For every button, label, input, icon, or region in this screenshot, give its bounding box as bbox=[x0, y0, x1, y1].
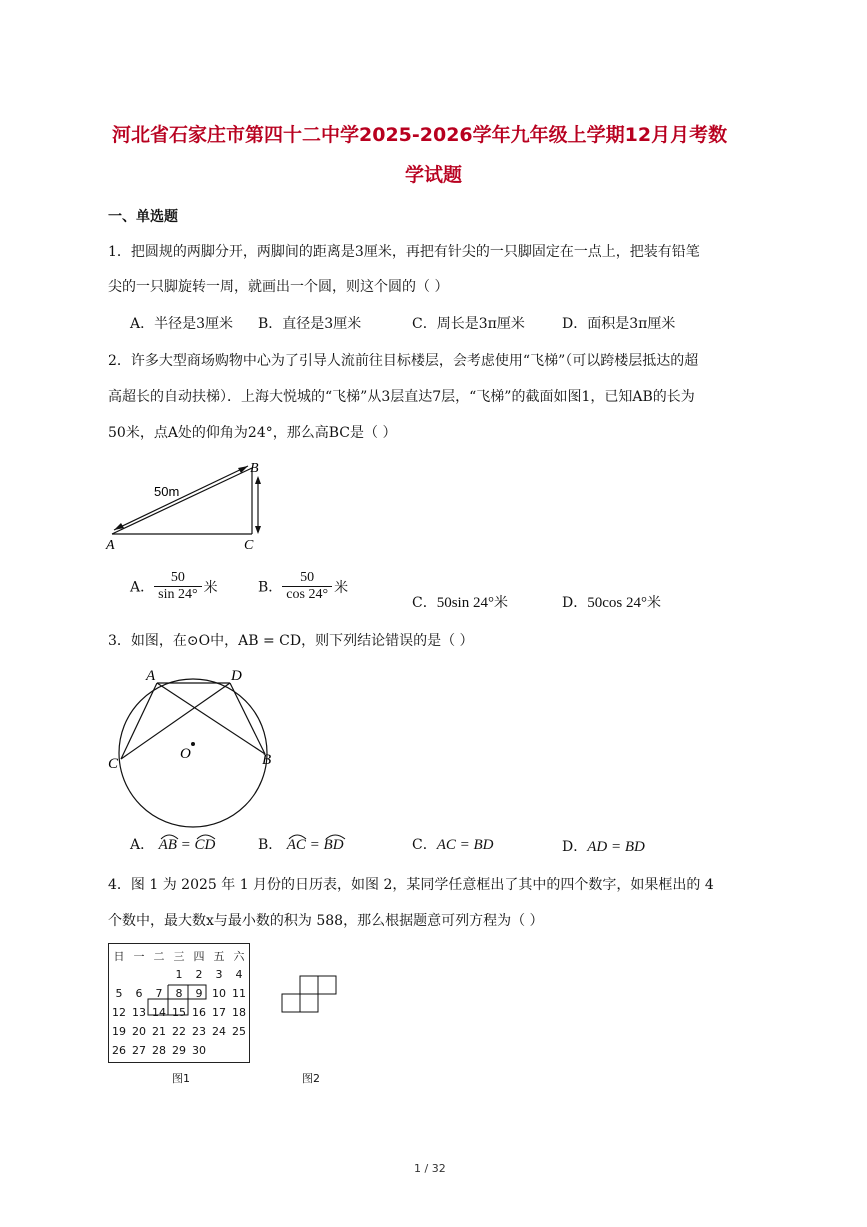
q3-label-c: C bbox=[108, 756, 119, 772]
q3-text-line1: 3．如图，在⊙O中，AB = CD，则下列结论错误的是（ ） bbox=[108, 633, 474, 649]
q2-option-d-unit: 米 bbox=[646, 595, 661, 611]
calendar-cell: 1 bbox=[175, 968, 183, 981]
calendar-cell: 19 bbox=[112, 1025, 126, 1038]
figure2-caption: 图2 bbox=[302, 1072, 320, 1085]
calendar-cell: 26 bbox=[112, 1044, 126, 1057]
calendar-cell: 2 bbox=[195, 968, 203, 981]
calendar-cell: 22 bbox=[172, 1025, 186, 1038]
q2-option-a[interactable] bbox=[130, 570, 218, 603]
q2-triangle-figure bbox=[104, 456, 274, 556]
q3-option-b-letter: B． bbox=[258, 837, 283, 853]
calendar-cell: 18 bbox=[232, 1006, 246, 1019]
calendar-cell: 13 bbox=[132, 1006, 146, 1019]
calendar-cell: 28 bbox=[152, 1044, 166, 1057]
q2-option-d-expr: 50cos 24° bbox=[587, 595, 647, 611]
q2-label-b: B bbox=[250, 461, 259, 476]
q1-text-line2: 尖的一只脚旋转一周，就画出一个圆，则这个圆的（ ） bbox=[108, 279, 449, 295]
q1-option-a[interactable]: A．半径是3厘米 bbox=[130, 316, 234, 332]
calendar-cell: 9 bbox=[195, 987, 203, 1000]
calendar-cell: 14 bbox=[152, 1006, 166, 1019]
page-title-line1: 河北省石家庄市第四十二中学2025-2026学年九年级上学期12月月考数 bbox=[112, 124, 728, 146]
q3-option-b[interactable] bbox=[258, 834, 344, 854]
q3-option-a[interactable] bbox=[130, 834, 215, 854]
q3-option-c-letter: C． bbox=[412, 837, 437, 853]
page-title-line2: 学试题 bbox=[405, 164, 463, 186]
calendar-cell: 12 bbox=[112, 1006, 126, 1019]
q4-text-line1: 4．图 1 为 2025 年 1 月份的日历表，如图 2，某同学任意框出了其中的四个数字，如果框出的 4 bbox=[108, 877, 714, 893]
calendar-cell: 6 bbox=[135, 987, 143, 1000]
calendar-cell: 7 bbox=[155, 987, 163, 1000]
calendar-cell: 一 bbox=[133, 950, 145, 963]
figure2-shape bbox=[280, 974, 342, 1018]
calendar-cell: 11 bbox=[232, 987, 246, 1000]
q3-option-a-expr bbox=[159, 837, 216, 853]
calendar-cell: 15 bbox=[172, 1006, 186, 1019]
calendar-highlight-frame bbox=[108, 943, 250, 1063]
q3-label-o: O bbox=[180, 746, 191, 762]
q3-label-a: A bbox=[146, 668, 156, 684]
q2-option-c[interactable] bbox=[412, 592, 508, 612]
calendar-cell: 20 bbox=[132, 1025, 146, 1038]
calendar-cell: 三 bbox=[173, 950, 185, 963]
q2-option-a-unit: 米 bbox=[203, 579, 218, 596]
q3-option-a-arc-marks bbox=[159, 831, 219, 841]
calendar-cell: 4 bbox=[235, 968, 243, 981]
q3-circle-figure bbox=[104, 664, 284, 832]
q3-option-b-expr-text: AC = BD bbox=[286, 837, 344, 853]
q2-label-a: A bbox=[106, 538, 115, 553]
calendar-cell: 10 bbox=[212, 987, 226, 1000]
q2-option-c-expr: 50sin 24° bbox=[436, 595, 494, 611]
q1-text-line1: 1．把圆规的两脚分开，两脚间的距离是3厘米，再把有针尖的一只脚固定在一点上，把装有铅笔 bbox=[108, 244, 700, 260]
q3-label-d: D bbox=[231, 668, 242, 684]
q2-option-a-denominator: sin 24° bbox=[158, 587, 198, 602]
q3-option-d[interactable] bbox=[562, 836, 645, 856]
calendar-cell: 六 bbox=[233, 950, 245, 963]
q2-option-b-fraction bbox=[282, 570, 332, 603]
q2-option-b-denominator: cos 24° bbox=[286, 587, 329, 602]
section-heading: 一、单选题 bbox=[108, 209, 178, 225]
figure1-caption: 图1 bbox=[172, 1072, 190, 1085]
q2-option-b-numerator: 50 bbox=[282, 570, 332, 587]
calendar-cell: 25 bbox=[232, 1025, 246, 1038]
calendar-cell: 8 bbox=[175, 987, 183, 1000]
q2-text-line1: 2．许多大型商场购物中心为了引导人流前往目标楼层，会考虑使用“飞梯”（可以跨楼层抵达的超 bbox=[108, 353, 699, 369]
q3-option-a-expr-text: AB = CD bbox=[158, 837, 216, 853]
calendar-cell: 日 bbox=[113, 950, 125, 963]
calendar-cell: 五 bbox=[213, 950, 225, 963]
q2-option-a-fraction bbox=[154, 570, 201, 603]
q3-option-b-arc-marks bbox=[287, 831, 349, 841]
calendar-cell: 29 bbox=[172, 1044, 186, 1057]
q2-option-c-letter: C． bbox=[412, 595, 437, 611]
q2-text-line3: 50米，点A处的仰角为24°，那么高BC是（ ） bbox=[108, 425, 397, 441]
calendar-cell: 3 bbox=[215, 968, 223, 981]
q2-option-a-numerator: 50 bbox=[154, 570, 201, 587]
q2-length-label: 50m bbox=[154, 484, 180, 499]
calendar-cell: 5 bbox=[115, 987, 123, 1000]
q3-label-b: B bbox=[262, 752, 272, 768]
q2-option-b-unit: 米 bbox=[334, 579, 349, 596]
q2-option-b-letter: B． bbox=[258, 579, 283, 596]
calendar-cell: 四 bbox=[193, 950, 205, 963]
q1-option-b[interactable]: B．直径是3厘米 bbox=[258, 316, 362, 332]
calendar-cell: 23 bbox=[192, 1025, 206, 1038]
calendar-cell: 30 bbox=[192, 1044, 206, 1057]
q2-text-line2: 高超长的自动扶梯）．上海大悦城的“飞梯”从3层直达7层，“飞梯”的截面如图1，已知AB的长为 bbox=[108, 389, 695, 405]
calendar-cell: 二 bbox=[153, 950, 165, 963]
q1-option-d[interactable]: D．面积是3π厘米 bbox=[562, 316, 676, 332]
q2-option-d-letter: D． bbox=[562, 595, 588, 611]
q3-option-c[interactable] bbox=[412, 834, 494, 854]
q3-option-b-expr bbox=[287, 837, 344, 853]
q2-label-c: C bbox=[244, 538, 254, 553]
calendar-cell: 16 bbox=[192, 1006, 206, 1019]
calendar-cell: 27 bbox=[132, 1044, 146, 1057]
q1-option-c[interactable]: C．周长是3π厘米 bbox=[412, 316, 525, 332]
q2-option-a-letter: A． bbox=[130, 579, 155, 596]
calendar-cell: 17 bbox=[212, 1006, 226, 1019]
calendar-cell: 21 bbox=[152, 1025, 166, 1038]
q4-text-line2: 个数中，最大数x与最小数的积为 588，那么根据题意可列方程为（ ） bbox=[108, 913, 544, 929]
q3-option-d-letter: D． bbox=[562, 839, 588, 855]
q2-option-b[interactable] bbox=[258, 570, 348, 603]
q3-option-d-expr: AD = BD bbox=[587, 839, 645, 855]
q3-option-c-expr: AC = BD bbox=[436, 837, 494, 853]
page-number: 1 / 32 bbox=[414, 1162, 446, 1175]
calendar-cell: 24 bbox=[212, 1025, 226, 1038]
q2-option-d[interactable] bbox=[562, 592, 661, 612]
q2-option-c-unit: 米 bbox=[493, 595, 508, 611]
q3-option-a-letter: A． bbox=[130, 837, 155, 853]
